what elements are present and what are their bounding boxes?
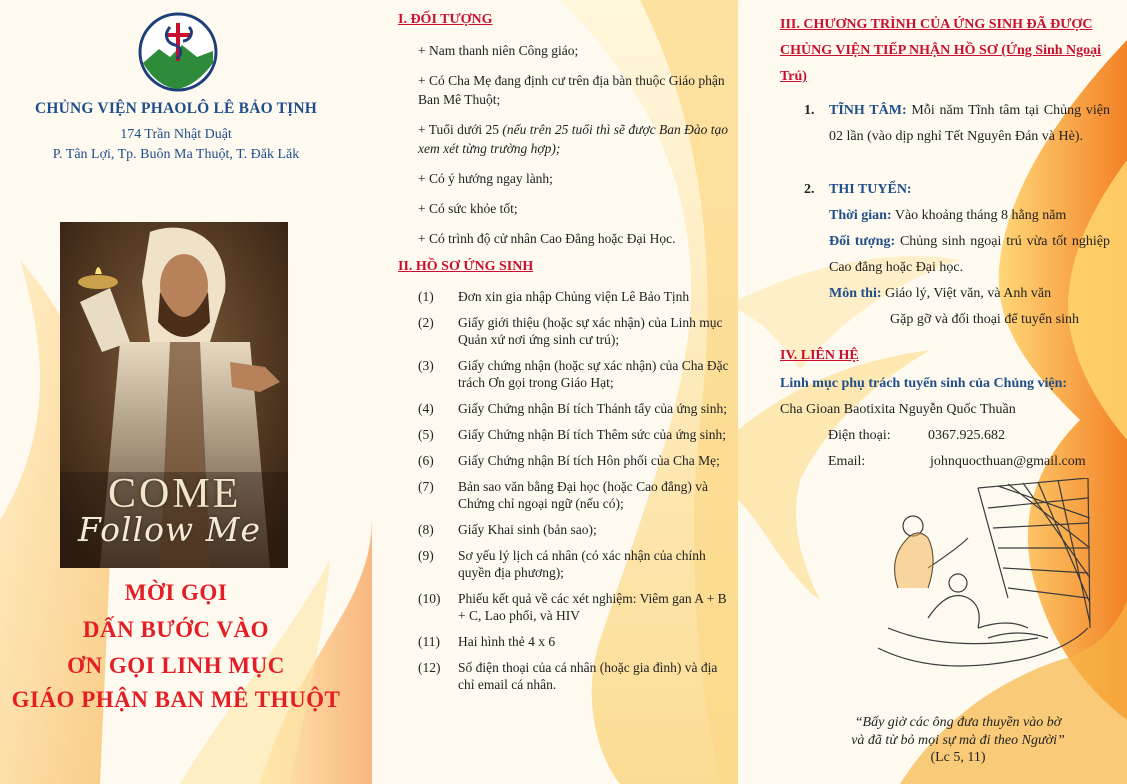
list-item: + Nam thanh niên Công giáo;: [418, 43, 579, 58]
section-title-contact: IV. LIÊN HỆ: [780, 348, 859, 363]
address-street: 174 Trần Nhật Duật: [120, 127, 232, 142]
list-item: (4) Giấy Chứng nhận Bí tích Thánh tẩy của ứng sinh;: [418, 401, 727, 416]
section-title-program: III. CHƯƠNG TRÌNH CỦA ỨNG SINH ĐÃ ĐƯỢC CHỦNG VIỆN TIẾP NHẬN HỒ SƠ (Ứng Sinh Ngoại Trú): [780, 17, 1102, 84]
list-item-exam: 2. THI TUYỂN: Thời gian: Vào khoảng tháng 8 hằng năm Đối tượng: Chủng sinh ngoại trú vừa tốt nghiệp Cao đẳng hoặc Đại học. Môn thi: Giáo lý, Việt văn, và Anh văn Gặp gỡ và đối thoại để tuyển sinh: [804, 177, 1110, 333]
list-item: (1) Đơn xin gia nhập Chủng viện Lê Bảo Tịnh: [418, 289, 690, 304]
invite-line-1: MỜI GỌI: [124, 580, 228, 605]
list-item: + Có Cha Mẹ đang định cư trên địa bàn thuộc Giáo phận Ban Mê Thuột;: [418, 73, 725, 107]
list-item: + Tuổi dưới 25 (nếu trên 25 tuổi thì sẽ được Ban Đào tạo xem xét từng trường hợp);: [418, 122, 729, 156]
list-item: (9) Sơ yếu lý lịch cá nhân (có xác nhận của chính quyền địa phương);: [418, 548, 706, 580]
list-item: (6) Giấy Chứng nhận Bí tích Hôn phối của Cha Mẹ;: [418, 453, 720, 468]
list-item: + Có sức khỏe tốt;: [418, 201, 518, 216]
section-title-eligibility: I. ĐỐI TƯỢNG: [398, 12, 493, 27]
section-title-documents: II. HỒ SƠ ỨNG SINH: [398, 259, 534, 274]
list-item-retreat: 1. TĨNH TÂM: Mỗi năm Tĩnh tâm tại Chủng viện 02 lần (vào dịp nghỉ Tết Nguyên Đán và Hè).: [804, 103, 1111, 144]
scripture-reference: (Lc 5, 11): [930, 750, 986, 765]
contact-phone: Điện thoại: 0367.925.682: [828, 428, 1005, 443]
panel-program: [768, 0, 1120, 784]
list-item: (2) Giấy giới thiệu (hoặc sự xác nhận) của Linh mục Quản xứ nơi ứng sinh cư trú);: [418, 315, 723, 347]
image-text-follow: Follow Me: [78, 510, 261, 549]
panel-cover: [0, 0, 372, 784]
list-item: (5) Giấy Chứng nhận Bí tích Thêm sức của ứng sinh;: [418, 427, 727, 442]
list-item: (10) Phiếu kết quả về các xét nghiệm: Viêm gan A + B + C, Lao phổi, và HIV: [418, 591, 727, 623]
scripture-quote: “Bấy giờ các ông đưa thuyền vào bờ và đã từ bỏ mọi sự mà đi theo Người”: [851, 715, 1065, 748]
panel-requirements: [378, 0, 738, 784]
documents-list: [418, 288, 736, 702]
exam-time: Thời gian: Vào khoảng tháng 8 hằng năm: [829, 208, 1067, 223]
contact-block: [780, 371, 1116, 475]
contact-email: Email: johnquocthuan@gmail.com: [828, 454, 1086, 469]
list-item: + Có ý hướng ngay lành;: [418, 171, 553, 186]
fishermen-sketch: [858, 478, 1096, 678]
seminary-logo: [137, 11, 219, 93]
image-text-come: COME: [108, 471, 242, 517]
list-item: + Có trình độ cử nhân Cao Đẳng hoặc Đại Học.: [418, 231, 676, 246]
list-item: (12) Số điện thoại của cá nhân (hoặc gia đình) và địa chỉ email cá nhân.: [418, 660, 718, 692]
invite-line-3: ƠN GỌI LINH MỤC: [67, 653, 285, 678]
list-item: (3) Giấy chứng nhận (hoặc sự xác nhận) của Cha Đặc trách Ơn gọi trong Giáo Hạt;: [418, 358, 729, 390]
list-item: (11) Hai hình thẻ 4 x 6: [418, 634, 556, 649]
contact-heading: Linh mục phụ trách tuyển sinh của Chủng viện:: [780, 376, 1068, 391]
eligibility-list: [418, 41, 736, 259]
contact-name: Cha Gioan Baotixita Nguyễn Quốc Thuần: [780, 402, 1016, 417]
exam-subjects: Môn thi: Giáo lý, Việt văn, và Anh văn: [829, 286, 1052, 301]
age-note: (nếu trên 25 tuổi thì sẽ được Ban Đào tạo xem xét từng trường hợp);: [418, 122, 729, 156]
invite-line-4: GIÁO PHẬN BAN MÊ THUỘT: [11, 687, 341, 712]
list-item: (8) Giấy Khai sinh (bản sao);: [418, 522, 597, 537]
invite-line-2: DẤN BƯỚC VÀO: [82, 617, 270, 642]
list-item: (7) Bản sao văn bằng Đại học (hoặc Cao đẳng) và Chứng chỉ ngoại ngữ (nếu có);: [418, 479, 709, 511]
exam-target: Đối tượng: Chủng sinh ngoại trú vừa tốt nghiệp Cao đẳng hoặc Đại học.: [829, 234, 1111, 275]
address-city: P. Tân Lợi, Tp. Buôn Ma Thuột, T. Đăk Lăk: [52, 147, 300, 162]
exam-meeting: Gặp gỡ và đối thoại để tuyển sinh: [890, 312, 1079, 327]
seminary-name: CHỦNG VIỆN PHAOLÔ LÊ BẢO TỊNH: [34, 100, 318, 117]
